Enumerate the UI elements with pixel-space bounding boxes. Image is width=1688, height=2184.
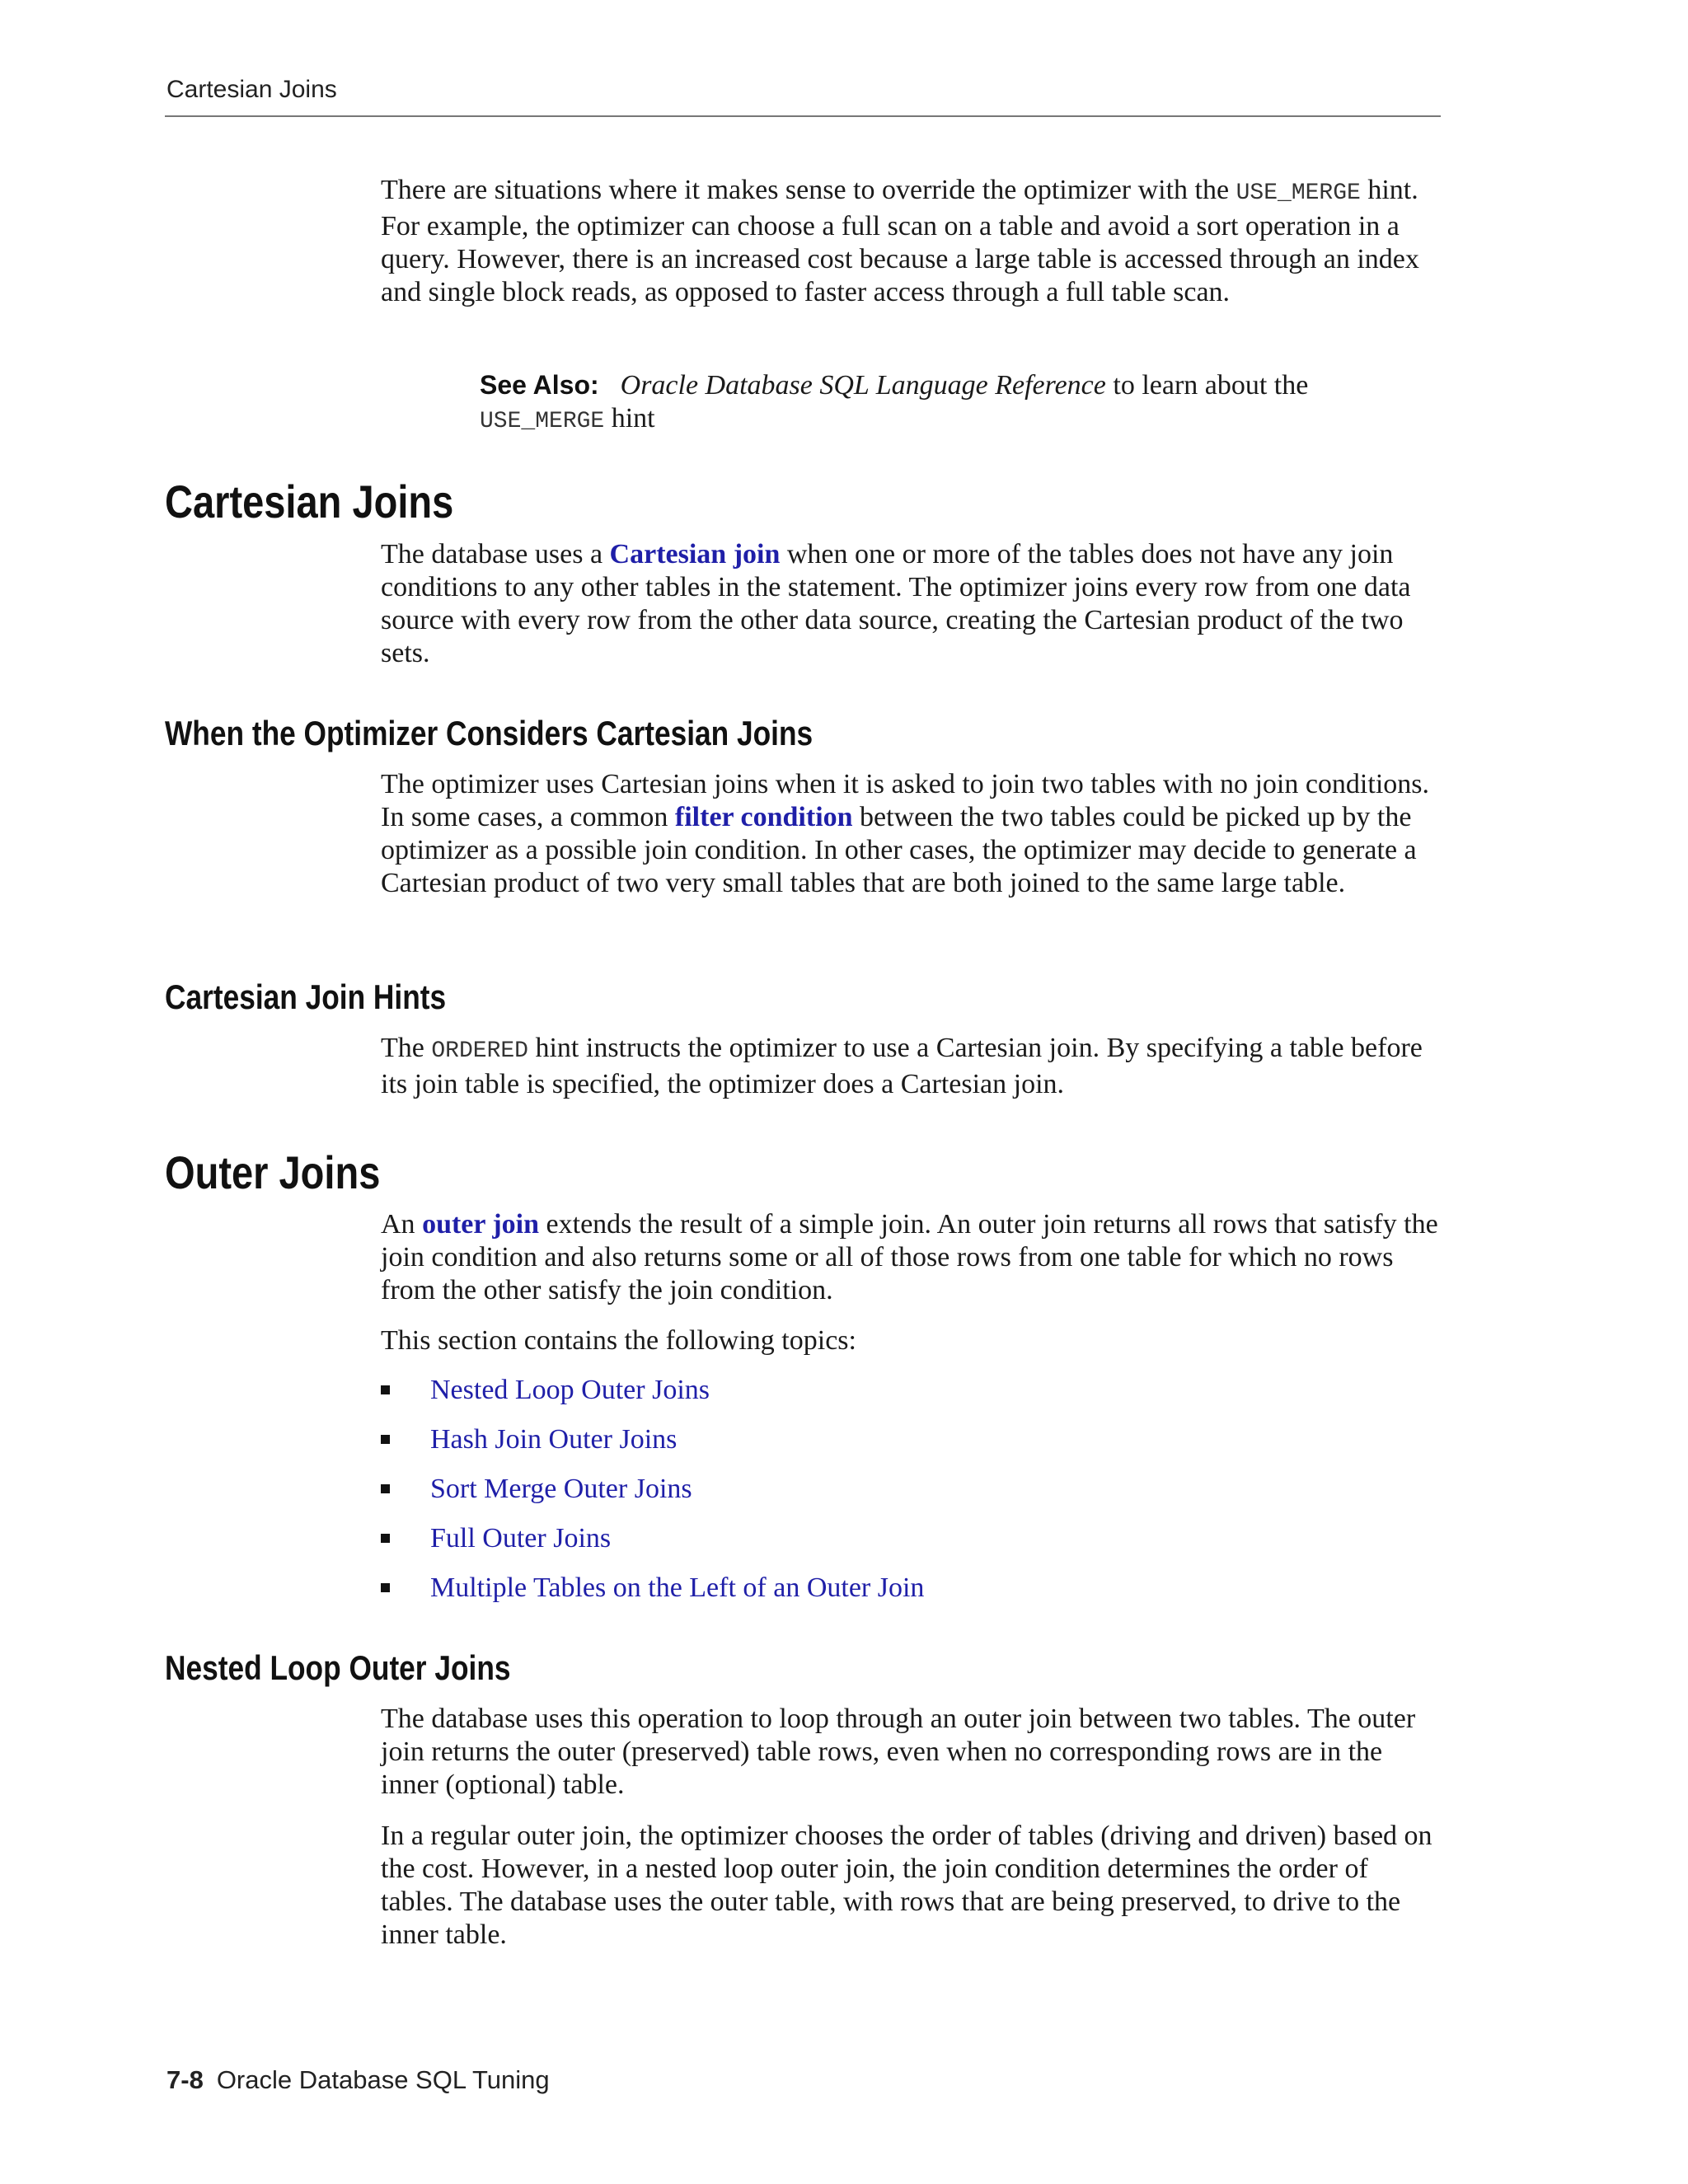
topic-link-nested-loop[interactable]: Nested Loop Outer Joins xyxy=(430,1375,710,1405)
see-also-note: See Also: Oracle Database SQL Language Reference to learn about the USE_MERGE hint xyxy=(480,370,1309,434)
bullet-icon xyxy=(381,1385,390,1394)
nested-paragraph-2: In a regular outer join, the optimizer chooses the order of tables (driving and driven) based on the cost. However, in a nested loop outer join, the join condition determines the order of tables. The database uses the outer table, with rows that are being preserved, to drive to the inner table. xyxy=(381,1821,1432,1950)
ordered-code: ORDERED xyxy=(431,1038,528,1064)
topic-link-hash-join[interactable]: Hash Join Outer Joins xyxy=(430,1424,678,1455)
heading-outer-joins: Outer Joins xyxy=(165,1146,381,1198)
page-footer xyxy=(166,2065,550,2095)
topic-link-multiple-tables[interactable]: Multiple Tables on the Left of an Outer Join xyxy=(430,1572,925,1603)
heading-when-optimizer: When the Optimizer Considers Cartesian Joins xyxy=(165,714,814,752)
heading-cartesian-join-hints: Cartesian Join Hints xyxy=(165,977,447,1016)
cartesian-join-link[interactable]: Cartesian join xyxy=(609,539,781,569)
use-merge-code: USE_MERGE xyxy=(1236,180,1361,206)
bullet-icon xyxy=(381,1435,390,1444)
running-header: Cartesian Joins xyxy=(166,76,337,103)
bullet-icon xyxy=(381,1583,390,1592)
when-optimizer-paragraph: The optimizer uses Cartesian joins when it is asked to join two tables with no join conditions. In some cases, a common filter condition between the two tables could be picked up by the optimizer as a possible join condition. In other cases, the optimizer may decide to generate a Cartesian product of two very small tables that are both joined to the same large table. xyxy=(381,769,1429,898)
book-title: Oracle Database SQL Tuning xyxy=(216,2065,550,2094)
header-divider xyxy=(165,115,1441,117)
page-number: 7-8 xyxy=(166,2065,204,2094)
heading-nested-loop-outer-joins: Nested Loop Outer Joins xyxy=(165,1648,511,1687)
topics-intro: This section contains the following topics: xyxy=(381,1325,856,1356)
nested-paragraph-1: The database uses this operation to loop through an outer join between two tables. The outer join returns the outer (preserved) table rows, even when no corresponding rows are in the inner (optional) table. xyxy=(381,1704,1416,1800)
cartesian-paragraph: The database uses a Cartesian join when one or more of the tables does not have any join conditions to any other tables in the statement. The optimizer joins every row from one data source with every row from the other data source, creating the Cartesian product of the two sets. xyxy=(381,539,1411,668)
heading-cartesian-joins: Cartesian Joins xyxy=(165,476,454,527)
bullet-icon xyxy=(381,1534,390,1543)
topic-link-full-outer[interactable]: Full Outer Joins xyxy=(430,1523,612,1554)
see-also-reference: Oracle Database SQL Language Reference xyxy=(620,370,1106,401)
intro-paragraph: There are situations where it makes sense to override the optimizer with the USE_MERGE hint. For example, the optimizer can choose a full scan on a table and avoid a sort operation in a query. However, there is an increased cost because a large table is accessed through an index and single block reads, as opposed to faster access through a full table scan. xyxy=(381,175,1419,307)
outer-paragraph: An outer join extends the result of a simple join. An outer join returns all rows that satisfy the join condition and also returns some or all of those rows from one table for which no rows from the other satisfy the join condition. xyxy=(381,1209,1438,1305)
outer-join-link[interactable]: outer join xyxy=(422,1209,540,1240)
hints-paragraph: The ORDERED hint instructs the optimizer to use a Cartesian join. By specifying a table before its join table is specified, the optimizer does a Cartesian join. xyxy=(381,1033,1423,1099)
see-also-label: See Also: xyxy=(480,370,599,400)
filter-condition-link[interactable]: filter condition xyxy=(674,802,853,832)
bullet-icon xyxy=(381,1484,390,1493)
topic-link-sort-merge[interactable]: Sort Merge Outer Joins xyxy=(430,1474,692,1504)
